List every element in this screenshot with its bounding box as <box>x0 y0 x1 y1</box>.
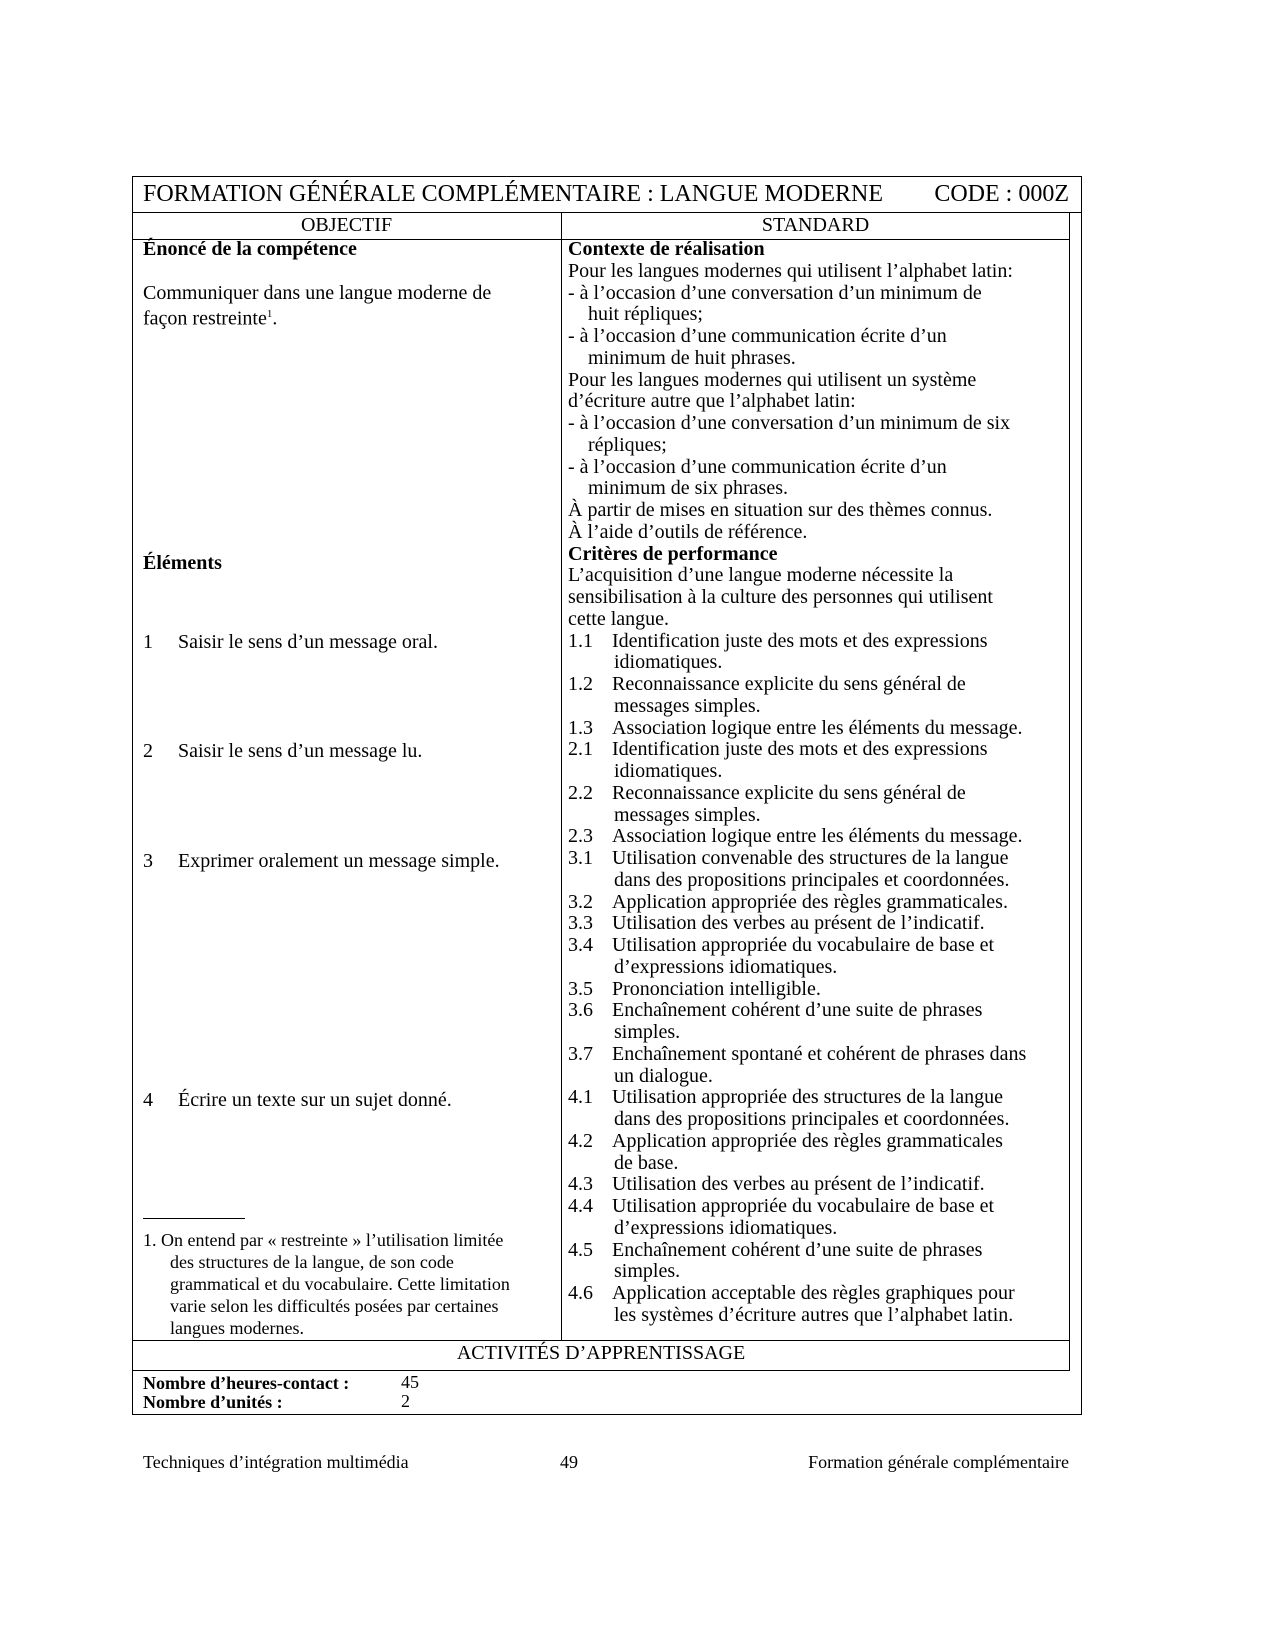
footer-left: Techniques d’intégration multimédia <box>143 1452 409 1472</box>
contexte-line: - à l’occasion d’une communication écrite d’un <box>568 455 947 478</box>
enonce-title: Énoncé de la compétence <box>143 238 357 260</box>
contexte-line: minimum de six phrases. <box>588 477 788 500</box>
table-title: FORMATION GÉNÉRALE COMPLÉMENTAIRE : LANGUE MODERNE <box>143 181 884 207</box>
criterion-line <box>568 1283 1026 1305</box>
criterion-text: simples. <box>614 1021 681 1043</box>
activites-title: ACTIVITÉS D’APPRENTISSAGE <box>456 1342 746 1364</box>
criterion-line <box>568 913 1026 935</box>
criterion-text: Utilisation appropriée des structures de la langue <box>612 1086 1003 1109</box>
criterion-number: 2.1 <box>568 738 593 761</box>
criterion-line <box>568 826 1026 848</box>
criterion-number: 4.3 <box>568 1173 593 1196</box>
criterion-line <box>568 1261 1026 1283</box>
footer-right: Formation générale complémentaire <box>808 1452 1069 1472</box>
criterion-line <box>568 652 1026 674</box>
criterion-number: 2.2 <box>568 781 593 804</box>
heures-label: Nombre d’heures-contact : <box>143 1373 350 1393</box>
heures-value: 45 <box>401 1372 419 1392</box>
criterion-number: 3.3 <box>568 912 593 935</box>
unites-label: Nombre d’unités : <box>143 1392 283 1412</box>
contexte-line: - à l’occasion d’une conversation d’un minimum de <box>568 281 982 304</box>
unites-value: 2 <box>401 1391 410 1411</box>
criterion-number: 1.2 <box>568 673 593 695</box>
criterion-text: Identification juste des mots et des expressions <box>612 738 988 761</box>
criterion-line <box>568 1066 1026 1088</box>
criterion-line <box>568 1305 1026 1327</box>
column-header-objectif: OBJECTIF <box>300 214 393 236</box>
criterion-text: Utilisation convenable des structures de la langue <box>612 847 1009 869</box>
divider <box>132 1340 1070 1341</box>
element-item: 2 Saisir le sens d’un message lu. <box>143 740 423 762</box>
footnote-rule <box>143 1218 245 1219</box>
criterion-line <box>568 1218 1026 1240</box>
criteres-intro: cette langue. <box>568 607 670 630</box>
criterion-line <box>568 935 1026 957</box>
element-item: 4 Écrire un texte sur un sujet donné. <box>143 1089 452 1111</box>
contexte-line: À partir de mises en situation sur des thèmes connus. <box>568 499 993 521</box>
criterion-number: 3.6 <box>568 999 593 1022</box>
contexte-line: d’écriture autre que l’alphabet latin: <box>568 390 856 413</box>
criterion-number: 2.3 <box>568 825 593 848</box>
criteres-intro: sensibilisation à la culture des personnes qui utilisent <box>568 586 993 608</box>
contexte-title: Contexte de réalisation <box>568 238 765 260</box>
criterion-text: Utilisation des verbes au présent de l’indicatif. <box>612 912 985 935</box>
footnote: 1. On entend par « restreinte » l’utilisation limitée des structures de la langue, de son code grammatical et du vocabulaire. Cette limitation varie selon les difficultés posées par certaines langues modernes. <box>143 1230 510 1338</box>
criterion-number: 3.4 <box>568 934 593 956</box>
criterion-text: Reconnaissance explicite du sens général de <box>612 781 966 804</box>
criterion-text: les systèmes d’écriture autres que l’alphabet latin. <box>614 1303 1014 1326</box>
criterion-number: 4.1 <box>568 1086 593 1109</box>
contexte-line: À l’aide d’outils de référence. <box>568 520 808 543</box>
divider <box>132 212 1082 213</box>
column-header-standard: STANDARD <box>761 214 870 236</box>
criteres-intro: L’acquisition d’une langue moderne nécessite la <box>568 564 954 587</box>
contexte-line: huit répliques; <box>588 303 703 326</box>
criterion-number: 4.6 <box>568 1282 593 1304</box>
criterion-line <box>568 783 1026 805</box>
criteria-list <box>568 631 1026 1327</box>
criterion-line <box>568 1000 1026 1022</box>
criterion-text: Application appropriée des règles grammaticales. <box>612 890 1008 913</box>
criterion-number: 1.1 <box>568 629 593 652</box>
objectif-column <box>143 238 492 330</box>
criterion-number: 3.7 <box>568 1042 593 1065</box>
criterion-text: d’expressions idiomatiques. <box>614 955 838 978</box>
criterion-line <box>568 1109 1026 1131</box>
criterion-text: de base. <box>614 1151 679 1174</box>
criterion-text: Enchaînement cohérent d’une suite de phrases <box>612 1238 983 1261</box>
element-item: 1 Saisir le sens d’un message oral. <box>143 631 438 653</box>
criterion-line <box>568 805 1026 827</box>
enonce-text: façon restreinte$^1$. <box>143 307 278 330</box>
criterion-number: 4.4 <box>568 1195 593 1217</box>
criterion-line <box>568 1153 1026 1175</box>
criterion-text: idiomatiques. <box>614 760 723 782</box>
criterion-line <box>568 957 1026 979</box>
contexte-line: minimum de huit phrases. <box>588 346 796 369</box>
contexte-line: Pour les langues modernes qui utilisent l’alphabet latin: <box>568 259 1013 282</box>
standard-column <box>568 239 1026 1327</box>
divider <box>132 1370 1070 1371</box>
criterion-text: Utilisation appropriée du vocabulaire de base et <box>612 934 995 956</box>
criterion-number: 4.5 <box>568 1238 593 1261</box>
criterion-text: dans des propositions principales et coordonnées. <box>614 1108 1010 1130</box>
criterion-line <box>568 1174 1026 1196</box>
enonce-text: Communiquer dans une langue moderne de <box>143 281 492 304</box>
criterion-number: 4.2 <box>568 1129 593 1152</box>
criterion-text: Reconnaissance explicite du sens général de <box>612 673 966 695</box>
criterion-number: 3.5 <box>568 977 593 1000</box>
criterion-text: Enchaînement cohérent d’une suite de phrases <box>612 999 983 1022</box>
criterion-text: Association logique entre les éléments du message. <box>612 716 1023 739</box>
footnote-ref: 1 <box>266 308 273 321</box>
contexte-line: répliques; <box>588 433 667 456</box>
criterion-number: 3.1 <box>568 847 593 869</box>
criterion-line <box>568 892 1026 914</box>
divider <box>1069 212 1070 1370</box>
criterion-line <box>568 739 1026 761</box>
criterion-line <box>568 848 1026 870</box>
criterion-line <box>568 674 1026 696</box>
course-code: CODE : 000Z <box>934 181 1069 207</box>
element-item: 3 Exprimer oralement un message simple. <box>143 850 500 872</box>
criterion-text: Association logique entre les éléments du message. <box>612 825 1023 848</box>
criterion-text: Prononciation intelligible. <box>612 977 821 1000</box>
criterion-line <box>568 1240 1026 1262</box>
criterion-line <box>568 870 1026 892</box>
criterion-text: Utilisation des verbes au présent de l’indicatif. <box>612 1173 985 1196</box>
criterion-text: idiomatiques. <box>614 651 723 674</box>
criterion-text: d’expressions idiomatiques. <box>614 1216 838 1239</box>
criteres-title: Critères de performance <box>568 542 778 565</box>
criterion-text: messages simples. <box>614 803 761 826</box>
divider <box>561 212 562 1340</box>
page-number: 49 <box>560 1452 578 1472</box>
criterion-line <box>568 1131 1026 1153</box>
criterion-line <box>568 696 1026 718</box>
criterion-line <box>568 1196 1026 1218</box>
contexte-line: - à l’occasion d’une conversation d’un minimum de six <box>568 412 1011 434</box>
criterion-line <box>568 718 1026 740</box>
elements-title: Éléments <box>143 552 222 574</box>
contexte-line: - à l’occasion d’une communication écrite d’un <box>568 325 947 347</box>
criterion-text: messages simples. <box>614 694 761 717</box>
criterion-text: Application appropriée des règles grammaticales <box>612 1129 1003 1152</box>
criterion-line <box>568 761 1026 783</box>
criterion-number: 3.2 <box>568 890 593 913</box>
criterion-line <box>568 1022 1026 1044</box>
criterion-line <box>568 631 1026 653</box>
criterion-text: simples. <box>614 1260 681 1283</box>
contexte-line: Pour les langues modernes qui utilisent un système <box>568 368 977 391</box>
criterion-line <box>568 1044 1026 1066</box>
criterion-text: Utilisation appropriée du vocabulaire de base et <box>612 1195 995 1217</box>
criterion-line <box>568 1087 1026 1109</box>
criterion-text: dans des propositions principales et coordonnées. <box>614 868 1010 891</box>
criterion-text: Enchaînement spontané et cohérent de phrases dans <box>612 1042 1027 1065</box>
criterion-text: Application acceptable des règles graphiques pour <box>612 1282 1015 1304</box>
criterion-number: 1.3 <box>568 716 593 739</box>
criterion-text: un dialogue. <box>614 1064 713 1087</box>
criterion-text: Identification juste des mots et des expressions <box>612 629 988 652</box>
criterion-line <box>568 979 1026 1001</box>
